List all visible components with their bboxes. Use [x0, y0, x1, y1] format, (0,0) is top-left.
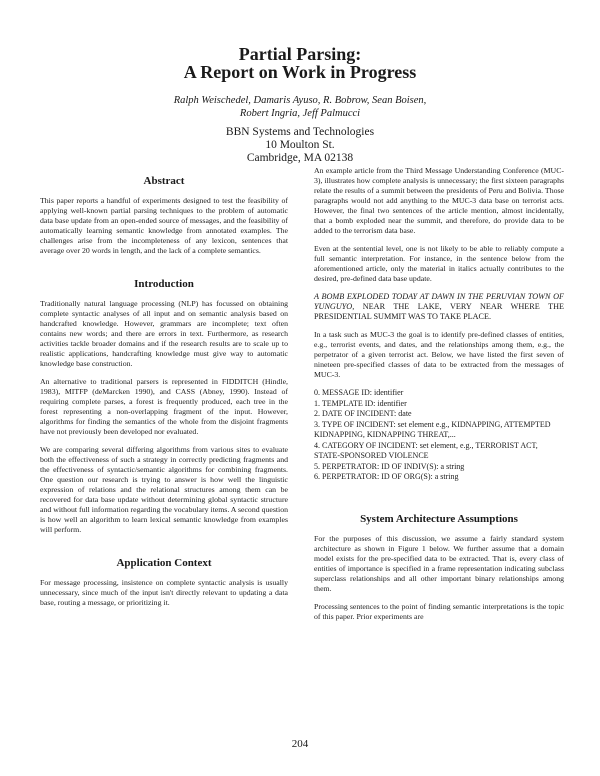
authors-line-2: Robert Ingria, Jeff Palmucci	[239, 108, 361, 119]
introduction-paragraph-1: Traditionally natural language processing (NLP) has focussed on obtaining complete syntactic analyses of all input and on semantic analysis based on handcrafted knowledge. However, grammars are incomplete; text often contains new words; and there are errors in text. Furthermore, as research activities tackle broader domains and if the research results are to scale up to realistic applications, handcrafting knowledge must give way to automatic knowledge base construction.	[40, 299, 288, 368]
template-slot: 3. TYPE OF INCIDENT: set element e.g., KIDNAPPING, ATTEMPTED KIDNAPPING, KIDNAPPING THREAT,...	[314, 419, 551, 439]
example-plain-part: NEAR THE LAKE, VERY NEAR WHERE THE PRESIDENTIAL SUMMIT WAS TO TAKE PLACE.	[314, 302, 564, 321]
application-context-heading: Application Context	[116, 557, 212, 569]
authors-line-1: Ralph Weischedel, Damaris Ayuso, R. Bobrow, Sean Boisen,	[173, 95, 427, 106]
template-slot: 5. PERPETRATOR: ID OF INDIV(S): a string	[314, 461, 465, 471]
introduction-heading: Introduction	[134, 278, 194, 290]
example-italic-part: A BOMB EXPLODED TODAY AT DAWN IN THE PERUVIAN TOWN OF YUNGUYO,	[314, 292, 564, 311]
introduction-paragraph-3: We are comparing several differing algorithms from various sites to evaluate both the effectiveness of such a strategy in correctly predicting fragments and the effectiveness of syntactic/semantic algorithms for combining fragments. One question our research is trying to answer is how well the linguistic expression of relations and the relational structures among them can be recovered for data base update without determining global syntactic structure and without full information regarding the vocabulary items. A second question is how well an algorithm to learn lexical semantic knowledge from examples will perform.	[40, 445, 288, 534]
template-slot-list	[314, 388, 564, 483]
template-slot: 4. CATEGORY OF INCIDENT: set element, e.g., TERRORIST ACT, STATE-SPONSORED VIOLENCE	[314, 440, 538, 460]
introduction-paragraph-2: An alternative to traditional parsers is represented in FIDDITCH (Hindle, 1983), MITFP (deMarcken 1990), and CASS (Abney, 1990). Instead of requiring complete parses, a forest is frequently produced, each tree in the forest representing a non-overlapping fragment of the input. However, algorithms for finding the semantics of the whole from the disjoint fragments have not previously been developed nor evaluated.	[40, 377, 288, 436]
application-context-paragraph: For message processing, insistence on complete syntactic analysis is usually unnecessary, since much of the input isn't directly relevant to updating a data base, routing a message, or prioritizing it.	[40, 578, 288, 607]
left-column	[40, 175, 288, 616]
system-architecture-paragraph-1: For the purposes of this discussion, we assume a fairly standard system architecture as shown in Figure 1 below. We further assume that a domain model exists for the pre-specified data to be extracted. That is, every class of entities of importance is specified in a frame representation indicating subclass superclass relationships and all other important binary relationships among them.	[314, 533, 564, 593]
paper-title-line-2: A Report on Work in Progress	[183, 62, 417, 82]
template-slot: 2. DATE OF INCIDENT: date	[314, 409, 412, 418]
affiliation-street: 10 Moulton St.	[265, 139, 335, 151]
template-slot: 1. TEMPLATE ID: identifier	[314, 398, 407, 408]
abstract-text: This paper reports a handful of experiments designed to test the feasibility of applying well-known partial parsing techniques to the problem of automatic data base update from an open-ended source of messages, and the feasibility of automatically learning semantic knowledge from annotated examples. The challenges arise from the incompleteness of any lexicon, sentences that average over 20 words in length, and the lack of a complete semantics.	[40, 196, 288, 255]
affiliation-organization: BBN Systems and Technologies	[225, 126, 375, 138]
template-slot: 6. PERPETRATOR: ID OF ORG(S): a string	[314, 472, 459, 481]
abstract-heading: Abstract	[143, 175, 185, 187]
system-architecture-heading: System Architecture Assumptions	[360, 512, 518, 525]
template-slot: 0. MESSAGE ID: identifier	[314, 388, 404, 397]
page-number: 204	[291, 738, 309, 750]
example-sentence	[314, 292, 564, 322]
muc3-example-paragraph: An example article from the Third Message Understanding Conference (MUC-3), illustrates how complete analysis is unnecessary; the first sixteen paragraphs relate the results of a summit between the presidents of Peru and Bolivia. Those paragraphs would not add anything to the MUC-3 data base on terrorist acts. However, the final two sentences of the article mention, almost incidentally, that a bomb exploded near the summit, and therefore, do provide data to be added to the terrorism data base.	[314, 166, 564, 235]
sentential-level-paragraph: Even at the sentential level, one is not likely to be able to reliably compute a full semantic interpretation. For instance, in the sentence below from the aforementioned article, only the material in italics actually contributes to the desired, pre-defined data base update.	[314, 244, 564, 283]
affiliation-city: Cambridge, MA 02138	[246, 152, 354, 164]
system-architecture-paragraph-2: Processing sentences to the point of finding semantic interpretations is the topic of this paper. Prior experiments are	[314, 601, 564, 621]
paper-title-line-1: Partial Parsing:	[238, 44, 362, 64]
right-column	[314, 166, 564, 630]
muc3-task-paragraph: In a task such as MUC-3 the goal is to identify pre-defined classes of entities, e.g., terrorist events, and dates, and the relationships among them, e.g., the perpetrator of a given terrorist act. Below, we have listed the first seven of nineteen pre-specified classes of data to be extracted from the messages of MUC-3.	[314, 330, 564, 379]
